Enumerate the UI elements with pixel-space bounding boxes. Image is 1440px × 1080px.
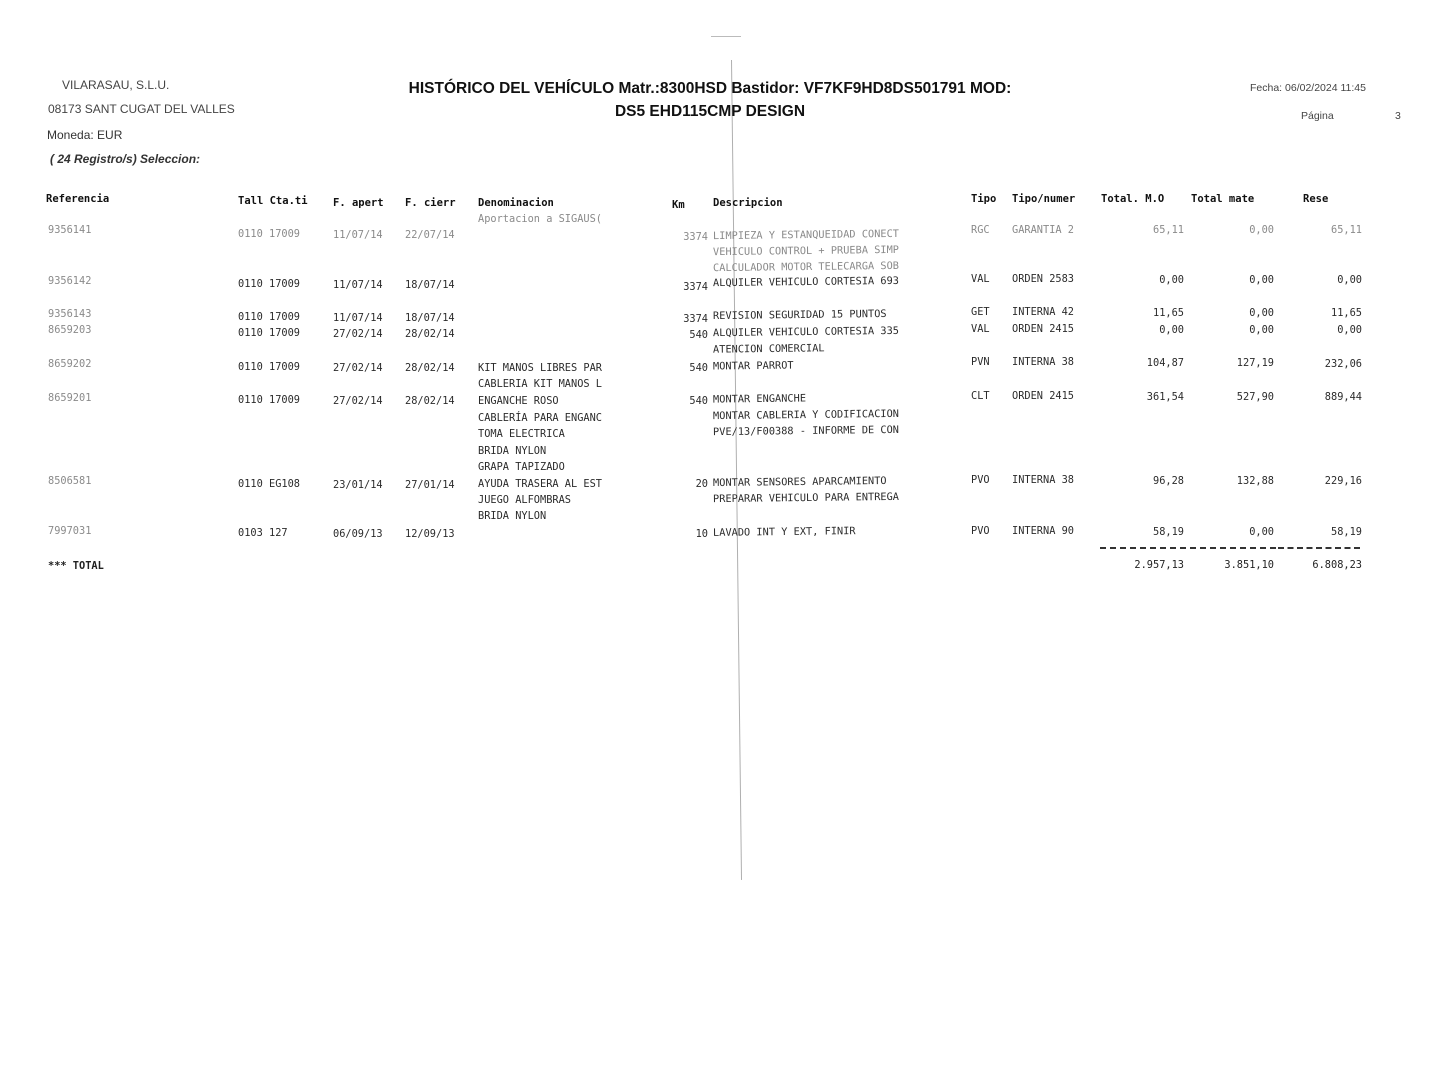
- col-total-mate: Total mate: [1191, 193, 1255, 205]
- cell-den: BRIDA NYLON: [478, 445, 547, 457]
- cell-mate: 0,00: [1249, 307, 1274, 319]
- total-rese-rule: [1278, 547, 1360, 549]
- cell-num: GARANTIA 2: [1012, 224, 1074, 236]
- cell-num: INTERNA 42: [1012, 306, 1074, 318]
- cell-km: 3374: [683, 231, 708, 243]
- cell-num: INTERNA 90: [1012, 525, 1074, 537]
- cell-den: BRIDA NYLON: [478, 510, 547, 522]
- col-referencia: Referencia: [46, 193, 110, 205]
- cell-num: ORDEN 2415: [1012, 390, 1074, 402]
- col-f-cierr: F. cierr: [405, 197, 456, 209]
- cell-mate: 0,00: [1249, 526, 1274, 538]
- cell-km: 540: [689, 395, 708, 407]
- cell-apert: 11/07/14: [333, 312, 383, 324]
- cell-mo: 0,00: [1159, 274, 1184, 286]
- cell-mate: 0,00: [1249, 274, 1274, 286]
- cell-mate: 0,00: [1249, 324, 1274, 336]
- cell-cierr: 22/07/14: [405, 229, 455, 241]
- cell-tipo: VAL: [971, 323, 990, 335]
- cell-ref: 8659201: [48, 392, 92, 404]
- col-descripcion: Descripcion: [713, 197, 783, 209]
- cell-rese: 0,00: [1337, 274, 1362, 286]
- cell-km: 3374: [683, 313, 708, 325]
- cell-tipo: GET: [971, 306, 990, 318]
- report-subtitle: DS5 EHD115CMP DESIGN: [614, 103, 806, 120]
- cell-desc: MONTAR CABLERIA Y CODIFICACION: [712, 407, 900, 423]
- cell-km: 540: [689, 362, 708, 374]
- cell-desc: ALQUILER VEHICULO CORTESIA 335: [712, 324, 900, 340]
- cell-tall: 0110 17009: [238, 278, 300, 290]
- cell-rese: 65,11: [1331, 224, 1362, 236]
- cell-cierr: 12/09/13: [405, 528, 455, 540]
- cell-apert: 23/01/14: [333, 479, 383, 491]
- col-tipo: Tipo: [971, 193, 997, 205]
- cell-desc: REVISION SEGURIDAD 15 PUNTOS: [712, 307, 887, 323]
- cell-ref: 8659203: [48, 324, 92, 336]
- cell-mo: 104,87: [1146, 357, 1184, 369]
- col-total-mo: Total. M.O: [1101, 193, 1165, 205]
- cell-cierr: 18/07/14: [405, 312, 455, 324]
- total-rese: 6.808,23: [1312, 559, 1362, 571]
- cell-mate: 132,88: [1236, 475, 1274, 487]
- cell-mo: 96,28: [1153, 475, 1184, 487]
- report-title: HISTÓRICO DEL VEHÍCULO Matr.:8300HSD Bastidor: VF7KF9HD8DS501791 MOD:: [408, 80, 1012, 97]
- cell-rese: 58,19: [1331, 526, 1362, 538]
- page-label: Página: [1301, 110, 1334, 122]
- col-rese: Rese: [1303, 193, 1329, 205]
- cell-num: ORDEN 2415: [1012, 323, 1074, 335]
- cell-num: INTERNA 38: [1012, 356, 1074, 368]
- cell-desc: PVE/13/F00388 - INFORME DE CON: [712, 423, 900, 439]
- company-city: 08173 SANT CUGAT DEL VALLES: [48, 102, 235, 116]
- cell-tipo: PVO: [971, 525, 990, 537]
- cell-mo: 0,00: [1159, 324, 1184, 336]
- cell-mate: 0,00: [1249, 224, 1274, 236]
- total-label: *** TOTAL: [48, 560, 104, 572]
- cell-tall: 0110 17009: [238, 361, 300, 373]
- col-tipo-numer: Tipo/numer: [1012, 193, 1076, 205]
- cell-apert: 11/07/14: [333, 279, 383, 291]
- cell-desc: MONTAR PARROT: [712, 359, 794, 373]
- cell-den: JUEGO ALFOMBRAS: [478, 494, 571, 506]
- cell-desc: ALQUILER VEHICULO CORTESIA 693: [712, 274, 900, 290]
- cell-mate: 127,19: [1236, 357, 1274, 369]
- cell-tipo: RGC: [971, 224, 990, 236]
- cell-ref: 8506581: [48, 475, 92, 487]
- report-date: Fecha: 06/02/2024 11:45: [1250, 82, 1366, 94]
- cell-km: 540: [689, 329, 708, 341]
- scan-fold-line: [731, 60, 742, 880]
- cell-cierr: 27/01/14: [405, 479, 455, 491]
- cell-km: 3374: [683, 281, 708, 293]
- cell-rese: 889,44: [1324, 391, 1362, 403]
- cell-num: ORDEN 2583: [1012, 273, 1074, 285]
- cell-cierr: 28/02/14: [405, 362, 455, 374]
- cell-tall: 0110 17009: [238, 228, 300, 240]
- cell-km: 10: [695, 528, 708, 540]
- cell-apert: 27/02/14: [333, 362, 383, 374]
- cell-den: KIT MANOS LIBRES PAR: [478, 362, 602, 374]
- cell-cierr: 28/02/14: [405, 395, 455, 407]
- cell-den: Aportacion a SIGAUS(: [478, 213, 602, 225]
- cell-tall: 0110 17009: [238, 394, 300, 406]
- cell-desc: PREPARAR VEHICULO PARA ENTREGA: [712, 490, 900, 506]
- currency-label: Moneda: EUR: [47, 128, 123, 142]
- company-name: VILARASAU, S.L.U.: [62, 78, 170, 92]
- cell-den: CABLERÍA PARA ENGANC: [478, 412, 602, 424]
- cell-mate: 527,90: [1236, 391, 1274, 403]
- cell-desc: LIMPIEZA Y ESTANQUEIDAD CONECT: [712, 227, 900, 243]
- cell-rese: 229,16: [1324, 475, 1362, 487]
- cell-desc: ATENCION COMERCIAL: [712, 342, 825, 356]
- cell-mo: 58,19: [1153, 526, 1184, 538]
- cell-apert: 27/02/14: [333, 395, 383, 407]
- cell-ref: 9356142: [48, 275, 92, 287]
- cell-den: ENGANCHE ROSO: [478, 395, 559, 407]
- cell-den: GRAPA TAPIZADO: [478, 461, 565, 473]
- col-km: Km: [672, 199, 685, 211]
- scan-fold-mark: [711, 36, 741, 37]
- cell-rese: 11,65: [1331, 307, 1362, 319]
- cell-ref: 9356143: [48, 308, 92, 320]
- cell-apert: 06/09/13: [333, 528, 383, 540]
- total-mo: 2.957,13: [1134, 559, 1184, 571]
- total-mate: 3.851,10: [1224, 559, 1274, 571]
- cell-den: AYUDA TRASERA AL EST: [478, 478, 602, 490]
- cell-mo: 361,54: [1146, 391, 1184, 403]
- cell-tipo: VAL: [971, 273, 990, 285]
- cell-cierr: 28/02/14: [405, 328, 455, 340]
- cell-tipo: PVN: [971, 356, 990, 368]
- cell-ref: 9356141: [48, 224, 92, 236]
- cell-apert: 27/02/14: [333, 328, 383, 340]
- cell-km: 20: [695, 478, 708, 490]
- page-number: 3: [1395, 110, 1401, 122]
- cell-desc: CALCULADOR MOTOR TELECARGA SOB: [712, 259, 900, 275]
- cell-apert: 11/07/14: [333, 229, 383, 241]
- cell-desc: MONTAR SENSORES APARCAMIENTO: [712, 474, 887, 490]
- col-f-apert: F. apert: [333, 197, 384, 209]
- cell-mo: 65,11: [1153, 224, 1184, 236]
- cell-num: INTERNA 38: [1012, 474, 1074, 486]
- total-mo-rule: [1100, 547, 1186, 549]
- cell-desc: LAVADO INT Y EXT, FINIR: [712, 525, 856, 539]
- cell-desc: VEHICULO CONTROL + PRUEBA SIMP: [712, 243, 900, 259]
- cell-den: TOMA ELECTRICA: [478, 428, 565, 440]
- cell-den: CABLERIA KIT MANOS L: [478, 378, 602, 390]
- cell-mo: 11,65: [1153, 307, 1184, 319]
- cell-tipo: PVO: [971, 474, 990, 486]
- cell-cierr: 18/07/14: [405, 279, 455, 291]
- total-mate-rule: [1190, 547, 1276, 549]
- cell-tipo: CLT: [971, 390, 990, 402]
- cell-tall: 0110 17009: [238, 311, 300, 323]
- cell-tall: 0103 127: [238, 527, 288, 539]
- col-denominacion: Denominacion: [478, 197, 554, 209]
- selection-label: ( 24 Registro/s) Seleccion:: [50, 152, 201, 166]
- cell-ref: 7997031: [48, 525, 92, 537]
- cell-tall: 0110 EG108: [238, 478, 300, 490]
- cell-tall: 0110 17009: [238, 327, 300, 339]
- col-tall-cta: Tall Cta.ti: [238, 195, 308, 207]
- cell-ref: 8659202: [48, 358, 92, 370]
- cell-desc: MONTAR ENGANCHE: [712, 392, 807, 406]
- cell-rese: 232,06: [1324, 358, 1362, 370]
- cell-rese: 0,00: [1337, 324, 1362, 336]
